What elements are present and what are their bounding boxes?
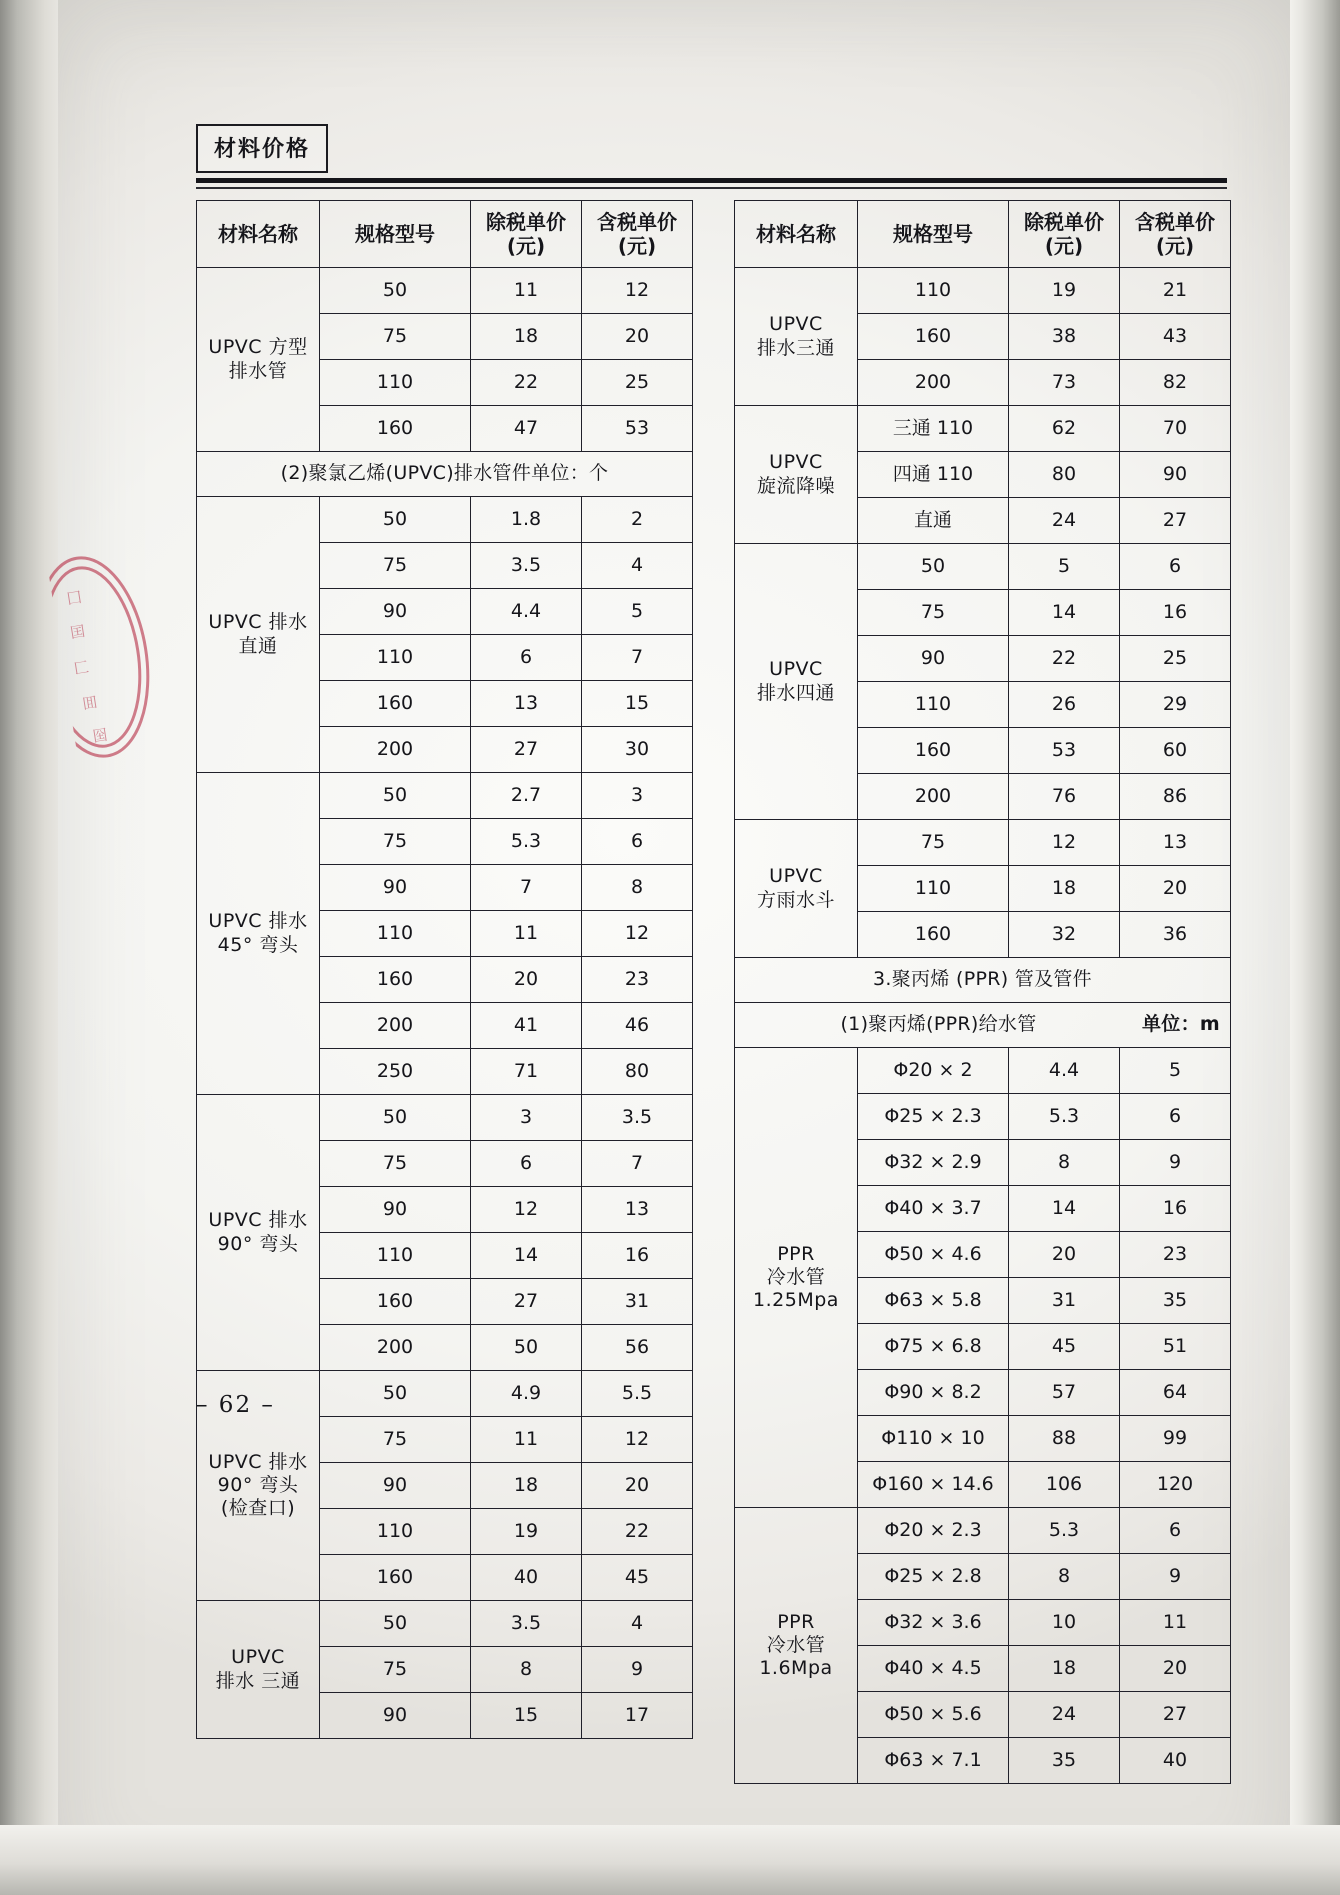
cell-spec: 75 (320, 1417, 471, 1463)
group-name-line2: 直通 (238, 634, 278, 657)
cell-price-incl: 3.5 (582, 1095, 693, 1141)
group-name-cell (735, 1048, 858, 1508)
cell-price-excl: 5 (1009, 544, 1120, 590)
cell-price-incl: 45 (582, 1555, 693, 1601)
cell-price-incl: 53 (582, 406, 693, 452)
group-name-cell (735, 406, 858, 544)
cell-spec: 200 (858, 360, 1009, 406)
group-name-cell (197, 1601, 320, 1739)
cell-spec: Φ40 × 3.7 (858, 1186, 1009, 1232)
cell-price-incl: 27 (1120, 498, 1231, 544)
svg-text:囯: 囯 (68, 621, 87, 643)
cell-price-incl: 64 (1120, 1370, 1231, 1416)
cell-spec: Φ25 × 2.8 (858, 1554, 1009, 1600)
group-name-cell (197, 1095, 320, 1371)
header-price-incl-tax-line1: 含税单价 (1135, 209, 1215, 234)
cell-price-excl: 6 (471, 635, 582, 681)
group-name-line2: 排水四通 (756, 681, 835, 704)
cell-price-incl: 23 (1120, 1232, 1231, 1278)
table-row-section (735, 958, 1231, 1003)
cell-price-excl: 27 (471, 1279, 582, 1325)
cell-spec: Φ32 × 3.6 (858, 1600, 1009, 1646)
group-name-cell (735, 544, 858, 820)
cell-price-excl: 31 (1009, 1278, 1120, 1324)
header-price-incl-tax (1120, 201, 1231, 268)
cell-price-incl: 6 (1120, 544, 1231, 590)
cell-spec: 75 (858, 590, 1009, 636)
cell-price-incl: 90 (1120, 452, 1231, 498)
cell-spec: Φ90 × 8.2 (858, 1370, 1009, 1416)
group-name-line1: UPVC 方型 (208, 336, 308, 359)
cell-price-incl: 60 (1120, 728, 1231, 774)
cell-price-excl: 24 (1009, 1692, 1120, 1738)
table-row (735, 1048, 1231, 1094)
cell-price-excl: 3.5 (471, 1601, 582, 1647)
cell-spec: 160 (320, 957, 471, 1003)
cell-price-incl: 12 (582, 1417, 693, 1463)
cell-price-incl: 17 (582, 1693, 693, 1739)
cell-price-excl: 50 (471, 1325, 582, 1371)
cell-price-excl: 20 (471, 957, 582, 1003)
section-header-ppr: 3.聚丙烯 (PPR) 管及管件 (735, 958, 1231, 1003)
header-price-incl-tax (582, 201, 693, 268)
cell-price-incl: 20 (582, 314, 693, 360)
cell-price-incl: 9 (1120, 1140, 1231, 1186)
cell-spec: 50 (320, 1095, 471, 1141)
cell-spec: 75 (320, 543, 471, 589)
section-header-ppr-supply-label: (1)聚丙烯(PPR)给水管 (840, 1013, 1037, 1036)
cell-price-incl: 22 (582, 1509, 693, 1555)
table-row (197, 1095, 693, 1141)
cell-price-excl: 24 (1009, 498, 1120, 544)
cell-spec: 160 (320, 1279, 471, 1325)
cell-spec: 160 (320, 1555, 471, 1601)
cell-spec: 50 (320, 773, 471, 819)
cell-spec: Φ63 × 7.1 (858, 1738, 1009, 1784)
cell-spec: 110 (320, 360, 471, 406)
cell-price-excl: 18 (1009, 866, 1120, 912)
cell-spec: Φ40 × 4.5 (858, 1646, 1009, 1692)
cell-price-excl: 12 (471, 1187, 582, 1233)
cell-price-excl: 14 (1009, 1186, 1120, 1232)
group-name-line1: UPVC (769, 313, 823, 336)
svg-text:囬: 囬 (81, 692, 99, 714)
cell-price-excl: 88 (1009, 1416, 1120, 1462)
table-row (735, 268, 1231, 314)
group-name-line2: 排水 三通 (215, 1669, 301, 1692)
cell-spec: 90 (320, 1187, 471, 1233)
cell-price-excl: 11 (471, 268, 582, 314)
cell-price-incl: 6 (1120, 1094, 1231, 1140)
table-header-row (735, 201, 1231, 268)
cell-price-incl: 5 (1120, 1048, 1231, 1094)
cell-spec: 三通 110 (858, 406, 1009, 452)
group-name-line1: UPVC 排水 (208, 1450, 308, 1473)
cell-price-excl: 76 (1009, 774, 1120, 820)
cell-price-incl: 20 (1120, 1646, 1231, 1692)
cell-spec: 250 (320, 1049, 471, 1095)
table-row (735, 1508, 1231, 1554)
cell-price-incl: 56 (582, 1325, 693, 1371)
cell-spec: Φ20 × 2.3 (858, 1508, 1009, 1554)
cell-spec: Φ110 × 10 (858, 1416, 1009, 1462)
scan-edge-bottom (0, 1825, 1340, 1895)
svg-text:囗: 囗 (65, 588, 84, 609)
cell-price-incl: 80 (582, 1049, 693, 1095)
svg-text:匚: 匚 (72, 657, 91, 678)
cell-price-incl: 35 (1120, 1278, 1231, 1324)
cell-spec: 50 (320, 268, 471, 314)
group-name-line3: 1.25Mpa (753, 1289, 839, 1312)
cell-spec: 160 (320, 681, 471, 727)
group-name-cell (735, 268, 858, 406)
cell-price-incl: 11 (1120, 1600, 1231, 1646)
section-header-ppr-supply (735, 1003, 1231, 1048)
cell-price-excl: 14 (471, 1233, 582, 1279)
cell-price-incl: 43 (1120, 314, 1231, 360)
cell-price-excl: 57 (1009, 1370, 1120, 1416)
group-name-line1: PPR (777, 1610, 815, 1633)
header-spec-model: 规格型号 (858, 201, 1009, 268)
cell-price-excl: 8 (471, 1647, 582, 1693)
cell-spec: 110 (320, 635, 471, 681)
header-price-incl-tax-line1: 含税单价 (597, 209, 677, 234)
group-name-line2: 90° 弯头 (217, 1232, 299, 1255)
table-row (197, 773, 693, 819)
cell-spec: 200 (320, 1325, 471, 1371)
cell-price-incl: 9 (582, 1647, 693, 1693)
group-name-cell (197, 773, 320, 1095)
cell-price-excl: 53 (1009, 728, 1120, 774)
cell-price-excl: 73 (1009, 360, 1120, 406)
cell-price-incl: 46 (582, 1003, 693, 1049)
cell-price-excl: 27 (471, 727, 582, 773)
cell-price-incl: 7 (582, 1141, 693, 1187)
group-name-cell (197, 268, 320, 452)
cell-price-incl: 12 (582, 268, 693, 314)
material-price-table-right (734, 200, 1231, 1784)
group-name-line1: UPVC (769, 451, 823, 474)
cell-spec: 75 (858, 820, 1009, 866)
svg-text:囶: 囶 (91, 725, 109, 746)
group-name-line2: 旋流降噪 (756, 474, 835, 497)
cell-price-incl: 70 (1120, 406, 1231, 452)
cell-spec: 90 (858, 636, 1009, 682)
cell-spec: Φ75 × 6.8 (858, 1324, 1009, 1370)
cell-price-incl: 16 (1120, 1186, 1231, 1232)
cell-price-excl: 38 (1009, 314, 1120, 360)
table-row (197, 497, 693, 543)
cell-price-excl: 1.8 (471, 497, 582, 543)
header-price-excl-tax-line2: (元) (1044, 234, 1084, 258)
header-price-incl-tax-line2: (元) (617, 234, 657, 258)
cell-spec: 160 (858, 314, 1009, 360)
cell-price-incl: 20 (1120, 866, 1231, 912)
cell-price-excl: 40 (471, 1555, 582, 1601)
cell-price-excl: 4.4 (471, 589, 582, 635)
page-title-badge: 材料价格 (196, 124, 328, 173)
header-price-excl-tax-line1: 除税单价 (486, 209, 566, 234)
table-row (735, 544, 1231, 590)
header-price-excl-tax-line1: 除税单价 (1024, 209, 1104, 234)
cell-spec: Φ50 × 5.6 (858, 1692, 1009, 1738)
cell-spec: 110 (858, 682, 1009, 728)
cell-spec: 直通 (858, 498, 1009, 544)
cell-price-excl: 35 (1009, 1738, 1120, 1784)
table-row (197, 268, 693, 314)
cell-spec: 75 (320, 1647, 471, 1693)
cell-price-excl: 41 (471, 1003, 582, 1049)
cell-price-incl: 9 (1120, 1554, 1231, 1600)
cell-spec: 110 (858, 268, 1009, 314)
cell-spec: Φ160 × 14.6 (858, 1462, 1009, 1508)
header-price-excl-tax (1009, 201, 1120, 268)
cell-price-excl: 19 (471, 1509, 582, 1555)
table-row (735, 820, 1231, 866)
cell-price-excl: 22 (1009, 636, 1120, 682)
page-number: – 62 – (196, 1392, 275, 1418)
cell-price-incl: 16 (1120, 590, 1231, 636)
cell-spec: Φ20 × 2 (858, 1048, 1009, 1094)
table-row-section (735, 1003, 1231, 1048)
cell-price-excl: 80 (1009, 452, 1120, 498)
group-name-line2: 45° 弯头 (217, 933, 299, 956)
group-name-line2: 排水管 (228, 359, 288, 382)
cell-price-incl: 6 (582, 819, 693, 865)
cell-spec: 50 (320, 497, 471, 543)
cell-price-incl: 31 (582, 1279, 693, 1325)
group-name-line1: UPVC (769, 658, 823, 681)
group-name-line2: 冷水管 (766, 1265, 826, 1288)
cell-price-excl: 4.9 (471, 1371, 582, 1417)
cell-price-incl: 86 (1120, 774, 1231, 820)
cell-price-incl: 29 (1120, 682, 1231, 728)
cell-spec: 75 (320, 314, 471, 360)
cell-price-incl: 25 (1120, 636, 1231, 682)
cell-spec: 110 (320, 911, 471, 957)
section-header-ppr-supply-unit: 单位：m (1142, 1013, 1220, 1036)
cell-spec: Φ32 × 2.9 (858, 1140, 1009, 1186)
cell-price-excl: 3.5 (471, 543, 582, 589)
cell-price-excl: 10 (1009, 1600, 1120, 1646)
cell-price-incl: 20 (582, 1463, 693, 1509)
table-row-section (197, 452, 693, 497)
cell-price-excl: 62 (1009, 406, 1120, 452)
cell-spec: 50 (858, 544, 1009, 590)
cell-spec: 四通 110 (858, 452, 1009, 498)
group-name-line3: (检查口) (220, 1497, 296, 1520)
cell-price-excl: 45 (1009, 1324, 1120, 1370)
cell-price-incl: 12 (582, 911, 693, 957)
cell-price-incl: 51 (1120, 1324, 1231, 1370)
cell-price-incl: 21 (1120, 268, 1231, 314)
group-name-line3: 1.6Mpa (759, 1657, 833, 1680)
cell-spec: 75 (320, 819, 471, 865)
cell-price-excl: 7 (471, 865, 582, 911)
group-name-line2: 冷水管 (766, 1633, 826, 1656)
cell-price-excl: 18 (1009, 1646, 1120, 1692)
cell-spec: 160 (858, 728, 1009, 774)
scan-edge-right (1290, 0, 1340, 1895)
cell-price-excl: 11 (471, 1417, 582, 1463)
group-name-cell (735, 820, 858, 958)
cell-spec: 90 (320, 1463, 471, 1509)
cell-price-incl: 13 (1120, 820, 1231, 866)
table-header-row (197, 201, 693, 268)
cell-spec: 200 (320, 1003, 471, 1049)
cell-spec: 50 (320, 1601, 471, 1647)
group-name-line2: 方雨水斗 (756, 888, 835, 911)
group-name-cell (197, 497, 320, 773)
cell-price-incl: 27 (1120, 1692, 1231, 1738)
header-rule-thick (196, 178, 1227, 183)
cell-spec: 90 (320, 589, 471, 635)
cell-spec: Φ63 × 5.8 (858, 1278, 1009, 1324)
cell-price-excl: 32 (1009, 912, 1120, 958)
section-header-upvc-fittings: (2)聚氯乙烯(UPVC)排水管件单位：个 (197, 452, 693, 497)
material-price-table-left (196, 200, 693, 1739)
cell-price-excl: 71 (471, 1049, 582, 1095)
cell-price-excl: 18 (471, 314, 582, 360)
table-row (735, 406, 1231, 452)
group-name-line1: UPVC (769, 865, 823, 888)
cell-price-incl: 36 (1120, 912, 1231, 958)
cell-spec: 110 (320, 1233, 471, 1279)
group-name-line1: UPVC (231, 1646, 285, 1669)
cell-price-excl: 20 (1009, 1232, 1120, 1278)
header-spec-model: 规格型号 (320, 201, 471, 268)
cell-price-excl: 18 (471, 1463, 582, 1509)
cell-spec: Φ25 × 2.3 (858, 1094, 1009, 1140)
cell-price-incl: 13 (582, 1187, 693, 1233)
cell-price-excl: 47 (471, 406, 582, 452)
cell-price-excl: 6 (471, 1141, 582, 1187)
group-name-cell (735, 1508, 858, 1784)
group-name-line1: UPVC 排水 (208, 1209, 308, 1232)
group-name-line1: UPVC 排水 (208, 611, 308, 634)
cell-price-excl: 26 (1009, 682, 1120, 728)
cell-price-incl: 3 (582, 773, 693, 819)
cell-spec: 110 (858, 866, 1009, 912)
cell-price-excl: 12 (1009, 820, 1120, 866)
cell-spec: 90 (320, 1693, 471, 1739)
cell-price-excl: 8 (1009, 1554, 1120, 1600)
header-material-name: 材料名称 (735, 201, 858, 268)
cell-price-incl: 82 (1120, 360, 1231, 406)
cell-spec: 160 (858, 912, 1009, 958)
cell-spec: 200 (858, 774, 1009, 820)
cell-price-incl: 8 (582, 865, 693, 911)
group-name-line2: 排水三通 (756, 336, 835, 359)
cell-price-incl: 25 (582, 360, 693, 406)
group-name-line1: PPR (777, 1242, 815, 1265)
cell-price-incl: 16 (582, 1233, 693, 1279)
cell-price-excl: 22 (471, 360, 582, 406)
group-name-line1: UPVC 排水 (208, 910, 308, 933)
cell-price-excl: 8 (1009, 1140, 1120, 1186)
header-price-incl-tax-line2: (元) (1155, 234, 1195, 258)
cell-price-incl: 40 (1120, 1738, 1231, 1784)
cell-price-excl: 3 (471, 1095, 582, 1141)
cell-price-incl: 7 (582, 635, 693, 681)
cell-price-incl: 15 (582, 681, 693, 727)
cell-price-excl: 5.3 (1009, 1508, 1120, 1554)
cell-price-excl: 106 (1009, 1462, 1120, 1508)
header-material-name: 材料名称 (197, 201, 320, 268)
table-row (197, 1601, 693, 1647)
cell-price-excl: 4.4 (1009, 1048, 1120, 1094)
cell-spec: Φ50 × 4.6 (858, 1232, 1009, 1278)
cell-price-excl: 11 (471, 911, 582, 957)
cell-spec: 110 (320, 1509, 471, 1555)
header-price-excl-tax-line2: (元) (506, 234, 546, 258)
cell-price-incl: 120 (1120, 1462, 1231, 1508)
cell-price-incl: 5 (582, 589, 693, 635)
cell-price-excl: 14 (1009, 590, 1120, 636)
cell-price-incl: 6 (1120, 1508, 1231, 1554)
cell-price-incl: 4 (582, 1601, 693, 1647)
cell-price-excl: 2.7 (471, 773, 582, 819)
cell-price-excl: 15 (471, 1693, 582, 1739)
header-rule-thin (196, 187, 1227, 189)
cell-spec: 90 (320, 865, 471, 911)
cell-price-excl: 19 (1009, 268, 1120, 314)
cell-price-incl: 30 (582, 727, 693, 773)
cell-price-incl: 4 (582, 543, 693, 589)
cell-price-excl: 13 (471, 681, 582, 727)
cell-spec: 160 (320, 406, 471, 452)
cell-price-incl: 23 (582, 957, 693, 1003)
cell-price-excl: 5.3 (1009, 1094, 1120, 1140)
cell-spec: 50 (320, 1371, 471, 1417)
group-name-line2: 90° 弯头 (217, 1473, 299, 1496)
cell-price-incl: 99 (1120, 1416, 1231, 1462)
cell-spec: 200 (320, 727, 471, 773)
cell-price-incl: 5.5 (582, 1371, 693, 1417)
cell-spec: 75 (320, 1141, 471, 1187)
header-price-excl-tax (471, 201, 582, 268)
cell-price-excl: 5.3 (471, 819, 582, 865)
cell-price-incl: 2 (582, 497, 693, 543)
